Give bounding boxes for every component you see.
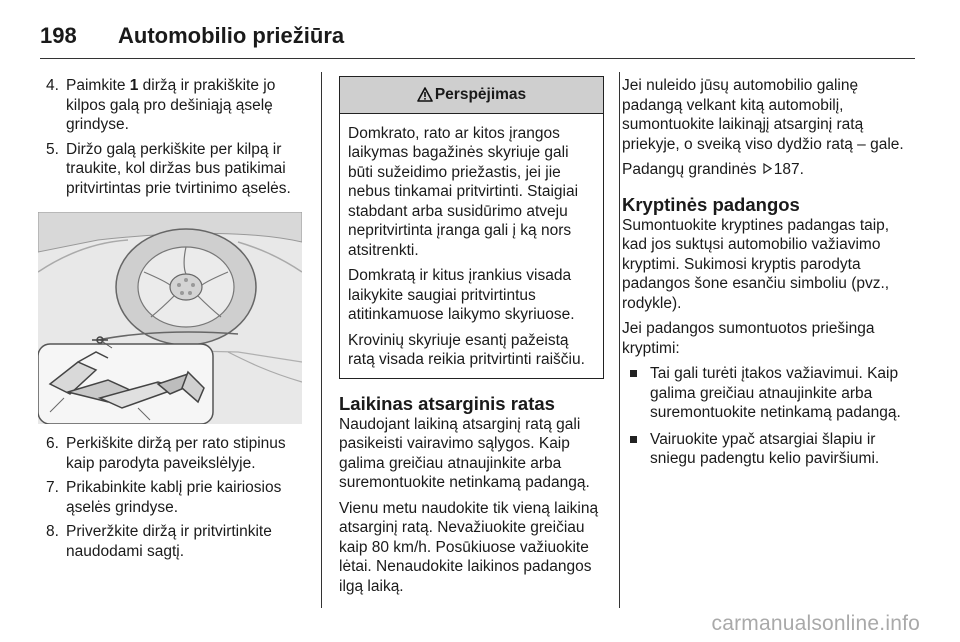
warning-body	[340, 114, 603, 378]
page-title: Automobilio priežiūra	[118, 23, 345, 48]
step-text: Paimkite	[66, 77, 130, 94]
reference-text: .	[799, 161, 804, 178]
step-text: Diržo galą perkiškite per kilpą ir traukite, kol diržas bus patikimai pritvirtintas prie tvirtinimo ąselės.	[66, 140, 291, 197]
step-number: 7.	[46, 479, 59, 496]
bullet-item	[622, 364, 912, 423]
step-text: Priveržkite diržą ir pritvirtinkite naudodami sagtį.	[66, 523, 272, 560]
warning-triangle-icon	[417, 87, 433, 102]
body-paragraph: Jei nuleido jūsų automobilio galinę padangą velkant kitą automobilį, sumontuokite laikinąjį atsarginį ratą priekyje, o sveiką viso dydžio ratą – gale.	[622, 77, 904, 153]
step-number: 6.	[46, 435, 59, 452]
section-heading-directional-tyres: Kryptinės padangos	[622, 193, 800, 215]
body-paragraph: Naudojant laikiną atsarginį ratą gali pasikeisti vairavimo sąlygos. Kaip galima greičiau atnaujinkite arba suremontuokite netinkamą padangą.	[339, 415, 590, 491]
body-paragraph: Jei padangos sumontuotos priešinga kryptimi:	[622, 320, 875, 357]
step-text: diržą ir prakiškite jo kilpos galą pro dešiniąją ąselę grindyse.	[66, 77, 276, 133]
bullet-square-icon	[630, 370, 637, 377]
column-divider-1	[321, 72, 322, 608]
step-item	[40, 478, 306, 517]
warning-paragraph: Domkratą ir kitus įrankius visada laikykite saugiai pritvirtintus atitinkamuose laikymo skyriuose.	[348, 267, 575, 323]
body-paragraph: Vienu metu naudokite tik vieną laikiną atsarginį ratą. Nevažiuokite greičiau kaip 80 km/h. Posūkiuose važiuokite lėtai. Nenaudokite laikinos padangos ilgą laiką.	[339, 499, 599, 595]
section-heading-spare-wheel: Laikinas atsarginis ratas	[339, 392, 555, 414]
bullet-text: Tai gali turėti įtakos važiavimui. Kaip galima greičiau atnaujinkite arba suremontuokite netinkamą padangą.	[650, 365, 901, 421]
page-reference-arrow-icon	[763, 163, 772, 174]
step-item	[40, 434, 306, 473]
bullet-list	[622, 364, 912, 469]
steps-list-a	[40, 76, 306, 198]
step-number: 8.	[46, 523, 59, 540]
bullet-square-icon	[630, 436, 637, 443]
body-paragraph: Sumontuokite kryptines padangas taip, kad jos suktųsi automobilio važiavimo kryptimi. Sukimosi kryptis parodyta padangos šone esančiu simboliu (pvz., rodykle).	[622, 216, 890, 312]
bullet-item	[622, 430, 912, 469]
header-rule	[40, 58, 915, 59]
step-callout: 1	[129, 77, 139, 94]
warning-paragraph: Krovinių skyriuje esantį pažeistą ratą visada reikia pritvirtinti raiščiu.	[348, 331, 585, 368]
column-divider-2	[619, 72, 620, 608]
step-item	[40, 522, 306, 561]
reference-text: Padangų grandinės	[622, 161, 761, 178]
warning-header	[340, 77, 603, 114]
spare-wheel-strap-illustration	[38, 212, 302, 424]
bullet-text: Vairuokite ypač atsargiai šlapiu ir sniegu padengtu kelio paviršiumi.	[650, 430, 880, 467]
chains-reference	[622, 160, 912, 180]
warning-title: Perspėjimas	[434, 86, 527, 103]
step-number: 4.	[46, 77, 59, 94]
step-text: Prikabinkite kablį prie kairiosios ąselės grindyse.	[66, 479, 282, 516]
steps-list-b	[40, 434, 306, 561]
column-1	[40, 76, 306, 566]
page-number: 198	[40, 23, 77, 48]
warning-box	[339, 76, 604, 379]
warning-paragraph: Domkrato, rato ar kitos įrangos laikymas bagažinės skyriuje gali būti sužeidimo priežastis, jei jie nebus tinkamai pritvirtinti. Staigiai stabdant arba susidūrimo atveju nepritvirtinta įranga gali į ką nors atsitrenkti.	[348, 124, 579, 259]
column-2	[339, 76, 604, 602]
watermark: carmanualsonline.info	[711, 612, 920, 635]
step-item	[40, 140, 306, 199]
page-header	[40, 18, 344, 54]
step-number: 5.	[46, 140, 59, 158]
reference-page-link[interactable]: 187	[773, 161, 800, 178]
step-text: Perkiškite diržą per rato stipinus kaip parodyta paveikslėlyje.	[66, 435, 286, 472]
column-3	[622, 76, 912, 476]
step-item	[40, 76, 306, 135]
